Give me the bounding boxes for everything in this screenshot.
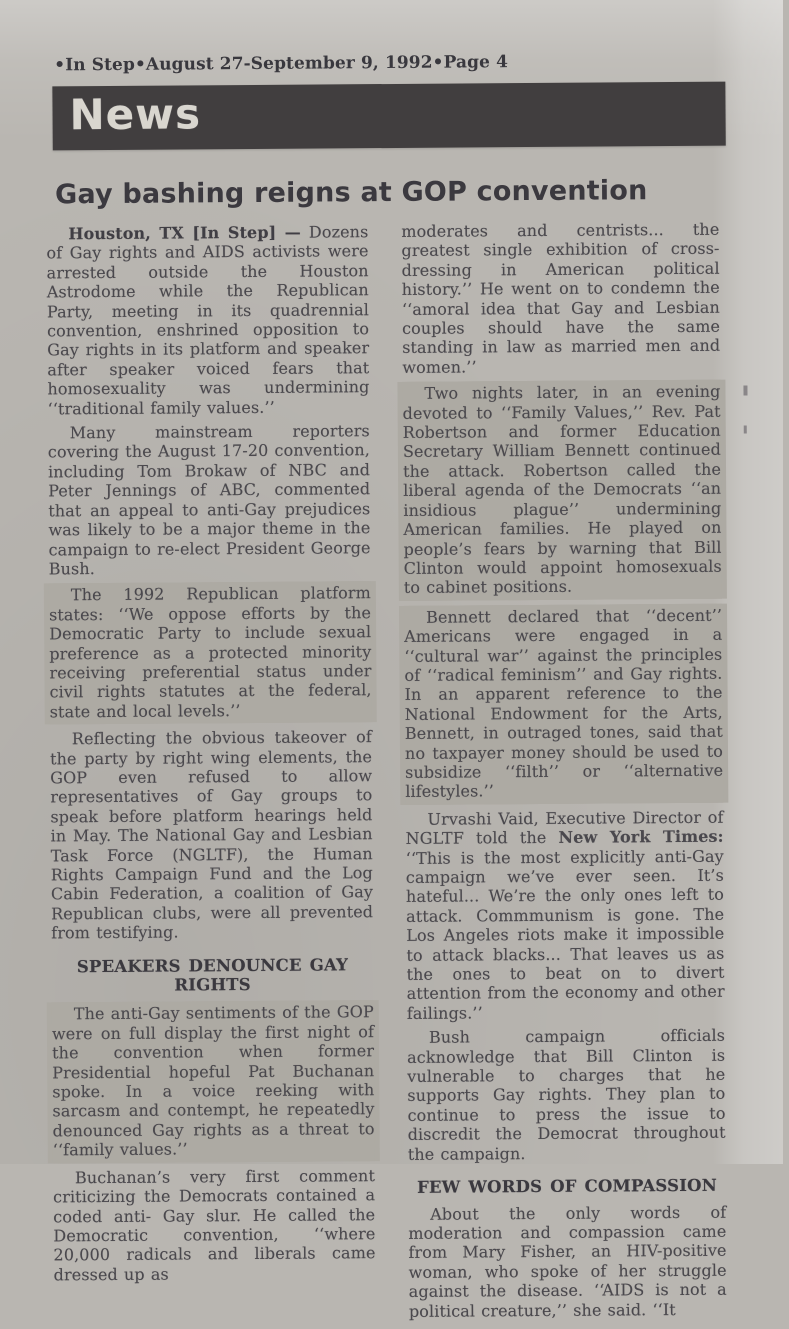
column-left [46, 222, 376, 1328]
paragraph-dateline [46, 222, 369, 418]
paragraph-highlighted: Two nights later, in an evening devoted to ‘‘Family Values,’’ Rev. Pat Robertson and former Education Secretary William Bennett continued the attack. Robertson called the liberal agenda of the Democrats ‘‘an insidious plague’’ undermining American families. He played on people’s fears by warning that Bill Clinton would appoint homosexuals to cabinet positions. [402, 380, 722, 601]
scan-artifact [744, 426, 747, 434]
paragraph-text: ‘‘This is the most explicitly anti-Gay campaign we’ve ever seen. It’s hateful... We’re the only ones left to attack. Commmunism is gone. The Los Angeles riots make it impossible to attack blacks... That leaves us as the ones to beat on to divert attention from the economy and other failings.’’ [405, 846, 725, 1023]
paragraph-highlighted: The 1992 Republican platform states: ‘‘We oppose efforts by the Democratic Party to include sexual preference as a protected minority receiving preferential status under civil rights statutes at the federal, state and local levels.’’ [49, 581, 372, 724]
dateline: Houston, TX [In Step] — [68, 222, 301, 244]
section-banner [52, 82, 725, 151]
paragraph: Many mainstream reporters covering the August 17-20 convention, including Tom Brokaw of NBC and Peter Jennings of ABC, commented that an appeal to anti-Gay prejudices was likely to be a major theme in the campaign to re-elect President George Bush. [47, 421, 371, 579]
masthead: •In Step•August 27-September 9, 1992•Page 4 [54, 52, 509, 76]
paragraph-quote-vaid [405, 807, 724, 1023]
paragraph-continuation: moderates and centrists... the greatest single exhibition of cross-dressing in American political history.’’ He went on to condemn the ‘‘amoral idea that Gay and Lesbian couples should have the same standing in law as married men and women.’’ [401, 219, 721, 377]
article-headline: Gay bashing reigns at GOP convention [54, 175, 648, 211]
subhead-few-words: FEW WORDS OF COMPASSION [416, 1175, 718, 1197]
article-body [46, 220, 727, 1329]
paragraph-text: Dozens of Gay rights and AIDS activists were arrested outside the Houston Astrodome while the Republican Party, meeting in its quadrennial convention, enshrined opposition to Gay rights in its platform and speaker after speaker voiced fears that homosexuality was undermining ‘‘traditional family values.’’ [46, 222, 370, 419]
paragraph: About the only words of moderation and compassion came from Mary Fisher, an HIV-positive woman, who spoke of her struggle against the disease. ‘‘AIDS is not a political creature,’’ she said. ‘‘It [408, 1202, 727, 1321]
publication-name: New York Times: [558, 826, 724, 848]
paragraph-highlighted: Bennett declared that ‘‘decent’’ Americans were engaged in a ‘‘cultural war’’ against the principles of ‘‘radical feminism’’ and Gay rights. In an apparent reference to the National Endowment for the Arts, Bennett, in outraged tones, said that no taxpayer money should be used to subsidize ‘‘filth’’ or ‘‘alternative lifestyles.’’ [404, 603, 723, 804]
scan-artifact [743, 386, 747, 396]
paragraph-highlighted: The anti-Gay sentiments of the GOP were on full display the first night of the convention when former Presidential hopeful Pat Buchanan spoke. In a voice reeking with sarcasm and contempt, he repeatedly denounced Gay rights as a threat to ‘‘family values.’’ [52, 1001, 375, 1163]
paragraph: Bush campaign officials acknowledge that Bill Clinton is vulnerable to charges that he supports Gay rights. They plan to continue to press the issue to discredit the Democrat throughout the campaign. [407, 1025, 726, 1164]
paragraph: Buchanan’s very first comment criticizing the Democrats contained a coded anti- Gay slur. He called the Democratic convention, ‘‘where 20,000 radicals and liberals came dressed up as [53, 1165, 376, 1285]
paragraph: Reflecting the obvious takeover of the party by right wing elements, the GOP even refused to allow representatives of Gay groups to speak before platform hearings held in May. The National Gay and Lesbian Task Force (NGLTF), the Human Rights Campaign Fund and the Log Cabin Federation, a coalition of Gay Republican clubs, were all prevented from testifying. [49, 727, 374, 943]
subhead-speakers-denounce: SPEAKERS DENOUNCE GAY RIGHTS [76, 954, 349, 995]
section-banner-label: News [69, 89, 202, 140]
paragraph-text: Urvashi Vaid, Executive Director of NGLTF told the [405, 807, 724, 849]
column-right [401, 220, 727, 1326]
